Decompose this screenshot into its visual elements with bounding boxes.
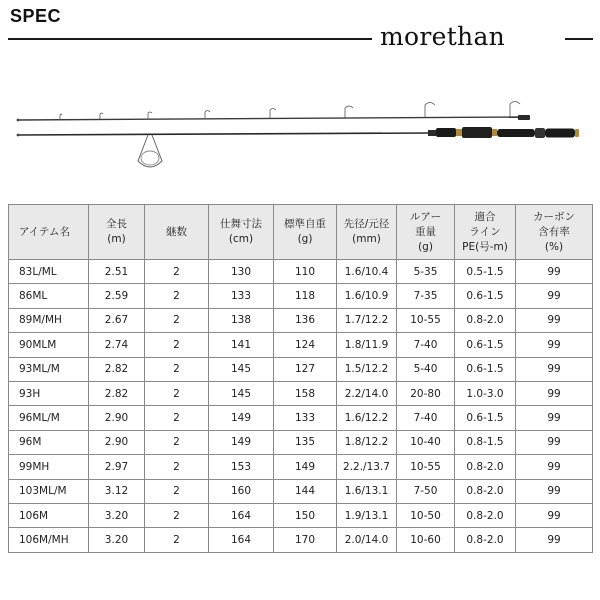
cell-item-name: 106M/MH bbox=[9, 528, 89, 552]
cell-item-name: 99MH bbox=[9, 455, 89, 479]
cell-line-pe: 0.6-1.5 bbox=[455, 406, 516, 430]
cell-item-name: 103ML/M bbox=[9, 479, 89, 503]
cell-length: 2.67 bbox=[89, 308, 145, 332]
table-row bbox=[9, 406, 593, 430]
brand-logo: morethan bbox=[380, 22, 506, 51]
table-row bbox=[9, 479, 593, 503]
col-header-carbon-content: カーボン 含有率 (%) bbox=[516, 205, 593, 260]
cell-length: 3.20 bbox=[89, 528, 145, 552]
cell-pieces: 2 bbox=[145, 284, 209, 308]
cell-item-name: 96M bbox=[9, 430, 89, 454]
table-row bbox=[9, 503, 593, 527]
table-row bbox=[9, 357, 593, 381]
table-header-row bbox=[9, 205, 593, 260]
cell-length: 2.74 bbox=[89, 333, 145, 357]
col-header-closed-length: 仕舞寸法 (cm) bbox=[209, 205, 274, 260]
cell-closed-length: 130 bbox=[209, 260, 274, 284]
cell-length: 2.90 bbox=[89, 430, 145, 454]
cell-closed-length: 160 bbox=[209, 479, 274, 503]
cell-closed-length: 149 bbox=[209, 406, 274, 430]
cell-tip-butt-diameter: 2.0/14.0 bbox=[337, 528, 397, 552]
cell-pieces: 2 bbox=[145, 455, 209, 479]
cell-pieces: 2 bbox=[145, 503, 209, 527]
cell-item-name: 86ML bbox=[9, 284, 89, 308]
col-header-lure-weight: ルアー 重量 (g) bbox=[397, 205, 455, 260]
cell-length: 2.82 bbox=[89, 381, 145, 405]
cell-weight: 170 bbox=[274, 528, 337, 552]
cell-closed-length: 138 bbox=[209, 308, 274, 332]
cell-length: 2.51 bbox=[89, 260, 145, 284]
cell-line-pe: 0.8-2.0 bbox=[455, 528, 516, 552]
cell-carbon-content: 99 bbox=[516, 528, 593, 552]
cell-closed-length: 141 bbox=[209, 333, 274, 357]
cell-closed-length: 164 bbox=[209, 503, 274, 527]
cell-weight: 133 bbox=[274, 406, 337, 430]
cell-lure-weight: 10-40 bbox=[397, 430, 455, 454]
cell-item-name: 90MLM bbox=[9, 333, 89, 357]
cell-length: 2.90 bbox=[89, 406, 145, 430]
cell-carbon-content: 99 bbox=[516, 406, 593, 430]
cell-lure-weight: 7-35 bbox=[397, 284, 455, 308]
col-header-line-pe: 適合 ライン PE(号-m) bbox=[455, 205, 516, 260]
cell-weight: 149 bbox=[274, 455, 337, 479]
cell-item-name: 83L/ML bbox=[9, 260, 89, 284]
table-row bbox=[9, 333, 593, 357]
cell-line-pe: 0.8-2.0 bbox=[455, 308, 516, 332]
cell-weight: 110 bbox=[274, 260, 337, 284]
cell-weight: 127 bbox=[274, 357, 337, 381]
cell-lure-weight: 10-55 bbox=[397, 308, 455, 332]
table-row bbox=[9, 455, 593, 479]
col-header-pieces: 継数 bbox=[145, 205, 209, 260]
table-body bbox=[9, 260, 593, 553]
cell-tip-butt-diameter: 1.6/10.9 bbox=[337, 284, 397, 308]
cell-weight: 150 bbox=[274, 503, 337, 527]
cell-tip-butt-diameter: 1.6/10.4 bbox=[337, 260, 397, 284]
col-header-tip-butt-diameter: 先径/元径 (mm) bbox=[337, 205, 397, 260]
cell-weight: 135 bbox=[274, 430, 337, 454]
cell-closed-length: 153 bbox=[209, 455, 274, 479]
cell-line-pe: 1.0-3.0 bbox=[455, 381, 516, 405]
rod-illustration bbox=[0, 95, 600, 175]
cell-length: 2.97 bbox=[89, 455, 145, 479]
cell-tip-butt-diameter: 1.8/11.9 bbox=[337, 333, 397, 357]
cell-item-name: 93H bbox=[9, 381, 89, 405]
cell-length: 3.20 bbox=[89, 503, 145, 527]
cell-lure-weight: 5-40 bbox=[397, 357, 455, 381]
cell-pieces: 2 bbox=[145, 430, 209, 454]
cell-lure-weight: 7-50 bbox=[397, 479, 455, 503]
cell-line-pe: 0.6-1.5 bbox=[455, 284, 516, 308]
cell-weight: 136 bbox=[274, 308, 337, 332]
cell-carbon-content: 99 bbox=[516, 479, 593, 503]
cell-carbon-content: 99 bbox=[516, 357, 593, 381]
cell-carbon-content: 99 bbox=[516, 455, 593, 479]
col-header-weight: 標準自重 (g) bbox=[274, 205, 337, 260]
cell-carbon-content: 99 bbox=[516, 503, 593, 527]
cell-item-name: 96ML/M bbox=[9, 406, 89, 430]
cell-pieces: 2 bbox=[145, 406, 209, 430]
cell-line-pe: 0.6-1.5 bbox=[455, 333, 516, 357]
cell-tip-butt-diameter: 2.2/14.0 bbox=[337, 381, 397, 405]
cell-item-name: 106M bbox=[9, 503, 89, 527]
cell-tip-butt-diameter: 1.6/13.1 bbox=[337, 479, 397, 503]
cell-weight: 118 bbox=[274, 284, 337, 308]
cell-length: 2.59 bbox=[89, 284, 145, 308]
cell-line-pe: 0.8-1.5 bbox=[455, 430, 516, 454]
cell-weight: 158 bbox=[274, 381, 337, 405]
cell-lure-weight: 7-40 bbox=[397, 406, 455, 430]
cell-carbon-content: 99 bbox=[516, 430, 593, 454]
header-divider-left bbox=[8, 38, 372, 40]
cell-line-pe: 0.8-2.0 bbox=[455, 503, 516, 527]
table-row bbox=[9, 528, 593, 552]
table-row bbox=[9, 260, 593, 284]
table-row bbox=[9, 308, 593, 332]
cell-pieces: 2 bbox=[145, 357, 209, 381]
cell-tip-butt-diameter: 1.5/12.2 bbox=[337, 357, 397, 381]
cell-tip-butt-diameter: 2.2./13.7 bbox=[337, 455, 397, 479]
col-header-length: 全長 (m) bbox=[89, 205, 145, 260]
table-row bbox=[9, 430, 593, 454]
cell-tip-butt-diameter: 1.6/12.2 bbox=[337, 406, 397, 430]
cell-lure-weight: 20-80 bbox=[397, 381, 455, 405]
cell-carbon-content: 99 bbox=[516, 333, 593, 357]
table-row bbox=[9, 381, 593, 405]
cell-weight: 124 bbox=[274, 333, 337, 357]
cell-pieces: 2 bbox=[145, 333, 209, 357]
cell-pieces: 2 bbox=[145, 528, 209, 552]
cell-pieces: 2 bbox=[145, 479, 209, 503]
cell-closed-length: 149 bbox=[209, 430, 274, 454]
cell-carbon-content: 99 bbox=[516, 284, 593, 308]
cell-carbon-content: 99 bbox=[516, 260, 593, 284]
cell-line-pe: 0.8-2.0 bbox=[455, 455, 516, 479]
cell-closed-length: 133 bbox=[209, 284, 274, 308]
cell-item-name: 89M/MH bbox=[9, 308, 89, 332]
cell-pieces: 2 bbox=[145, 308, 209, 332]
cell-lure-weight: 10-50 bbox=[397, 503, 455, 527]
table-row bbox=[9, 284, 593, 308]
cell-line-pe: 0.6-1.5 bbox=[455, 357, 516, 381]
cell-closed-length: 164 bbox=[209, 528, 274, 552]
cell-pieces: 2 bbox=[145, 381, 209, 405]
cell-item-name: 93ML/M bbox=[9, 357, 89, 381]
fishing-rod-image bbox=[0, 95, 600, 175]
col-header-item-name: アイテム名 bbox=[9, 205, 89, 260]
spec-heading: SPEC bbox=[10, 6, 62, 26]
spec-table bbox=[8, 204, 593, 553]
cell-line-pe: 0.8-2.0 bbox=[455, 479, 516, 503]
cell-tip-butt-diameter: 1.8/12.2 bbox=[337, 430, 397, 454]
cell-carbon-content: 99 bbox=[516, 308, 593, 332]
cell-line-pe: 0.5-1.5 bbox=[455, 260, 516, 284]
header-divider-right bbox=[565, 38, 593, 40]
cell-pieces: 2 bbox=[145, 260, 209, 284]
cell-carbon-content: 99 bbox=[516, 381, 593, 405]
cell-closed-length: 145 bbox=[209, 381, 274, 405]
cell-closed-length: 145 bbox=[209, 357, 274, 381]
cell-lure-weight: 7-40 bbox=[397, 333, 455, 357]
cell-length: 3.12 bbox=[89, 479, 145, 503]
cell-lure-weight: 10-55 bbox=[397, 455, 455, 479]
cell-lure-weight: 5-35 bbox=[397, 260, 455, 284]
cell-weight: 144 bbox=[274, 479, 337, 503]
cell-tip-butt-diameter: 1.9/13.1 bbox=[337, 503, 397, 527]
cell-length: 2.82 bbox=[89, 357, 145, 381]
cell-lure-weight: 10-60 bbox=[397, 528, 455, 552]
cell-tip-butt-diameter: 1.7/12.2 bbox=[337, 308, 397, 332]
